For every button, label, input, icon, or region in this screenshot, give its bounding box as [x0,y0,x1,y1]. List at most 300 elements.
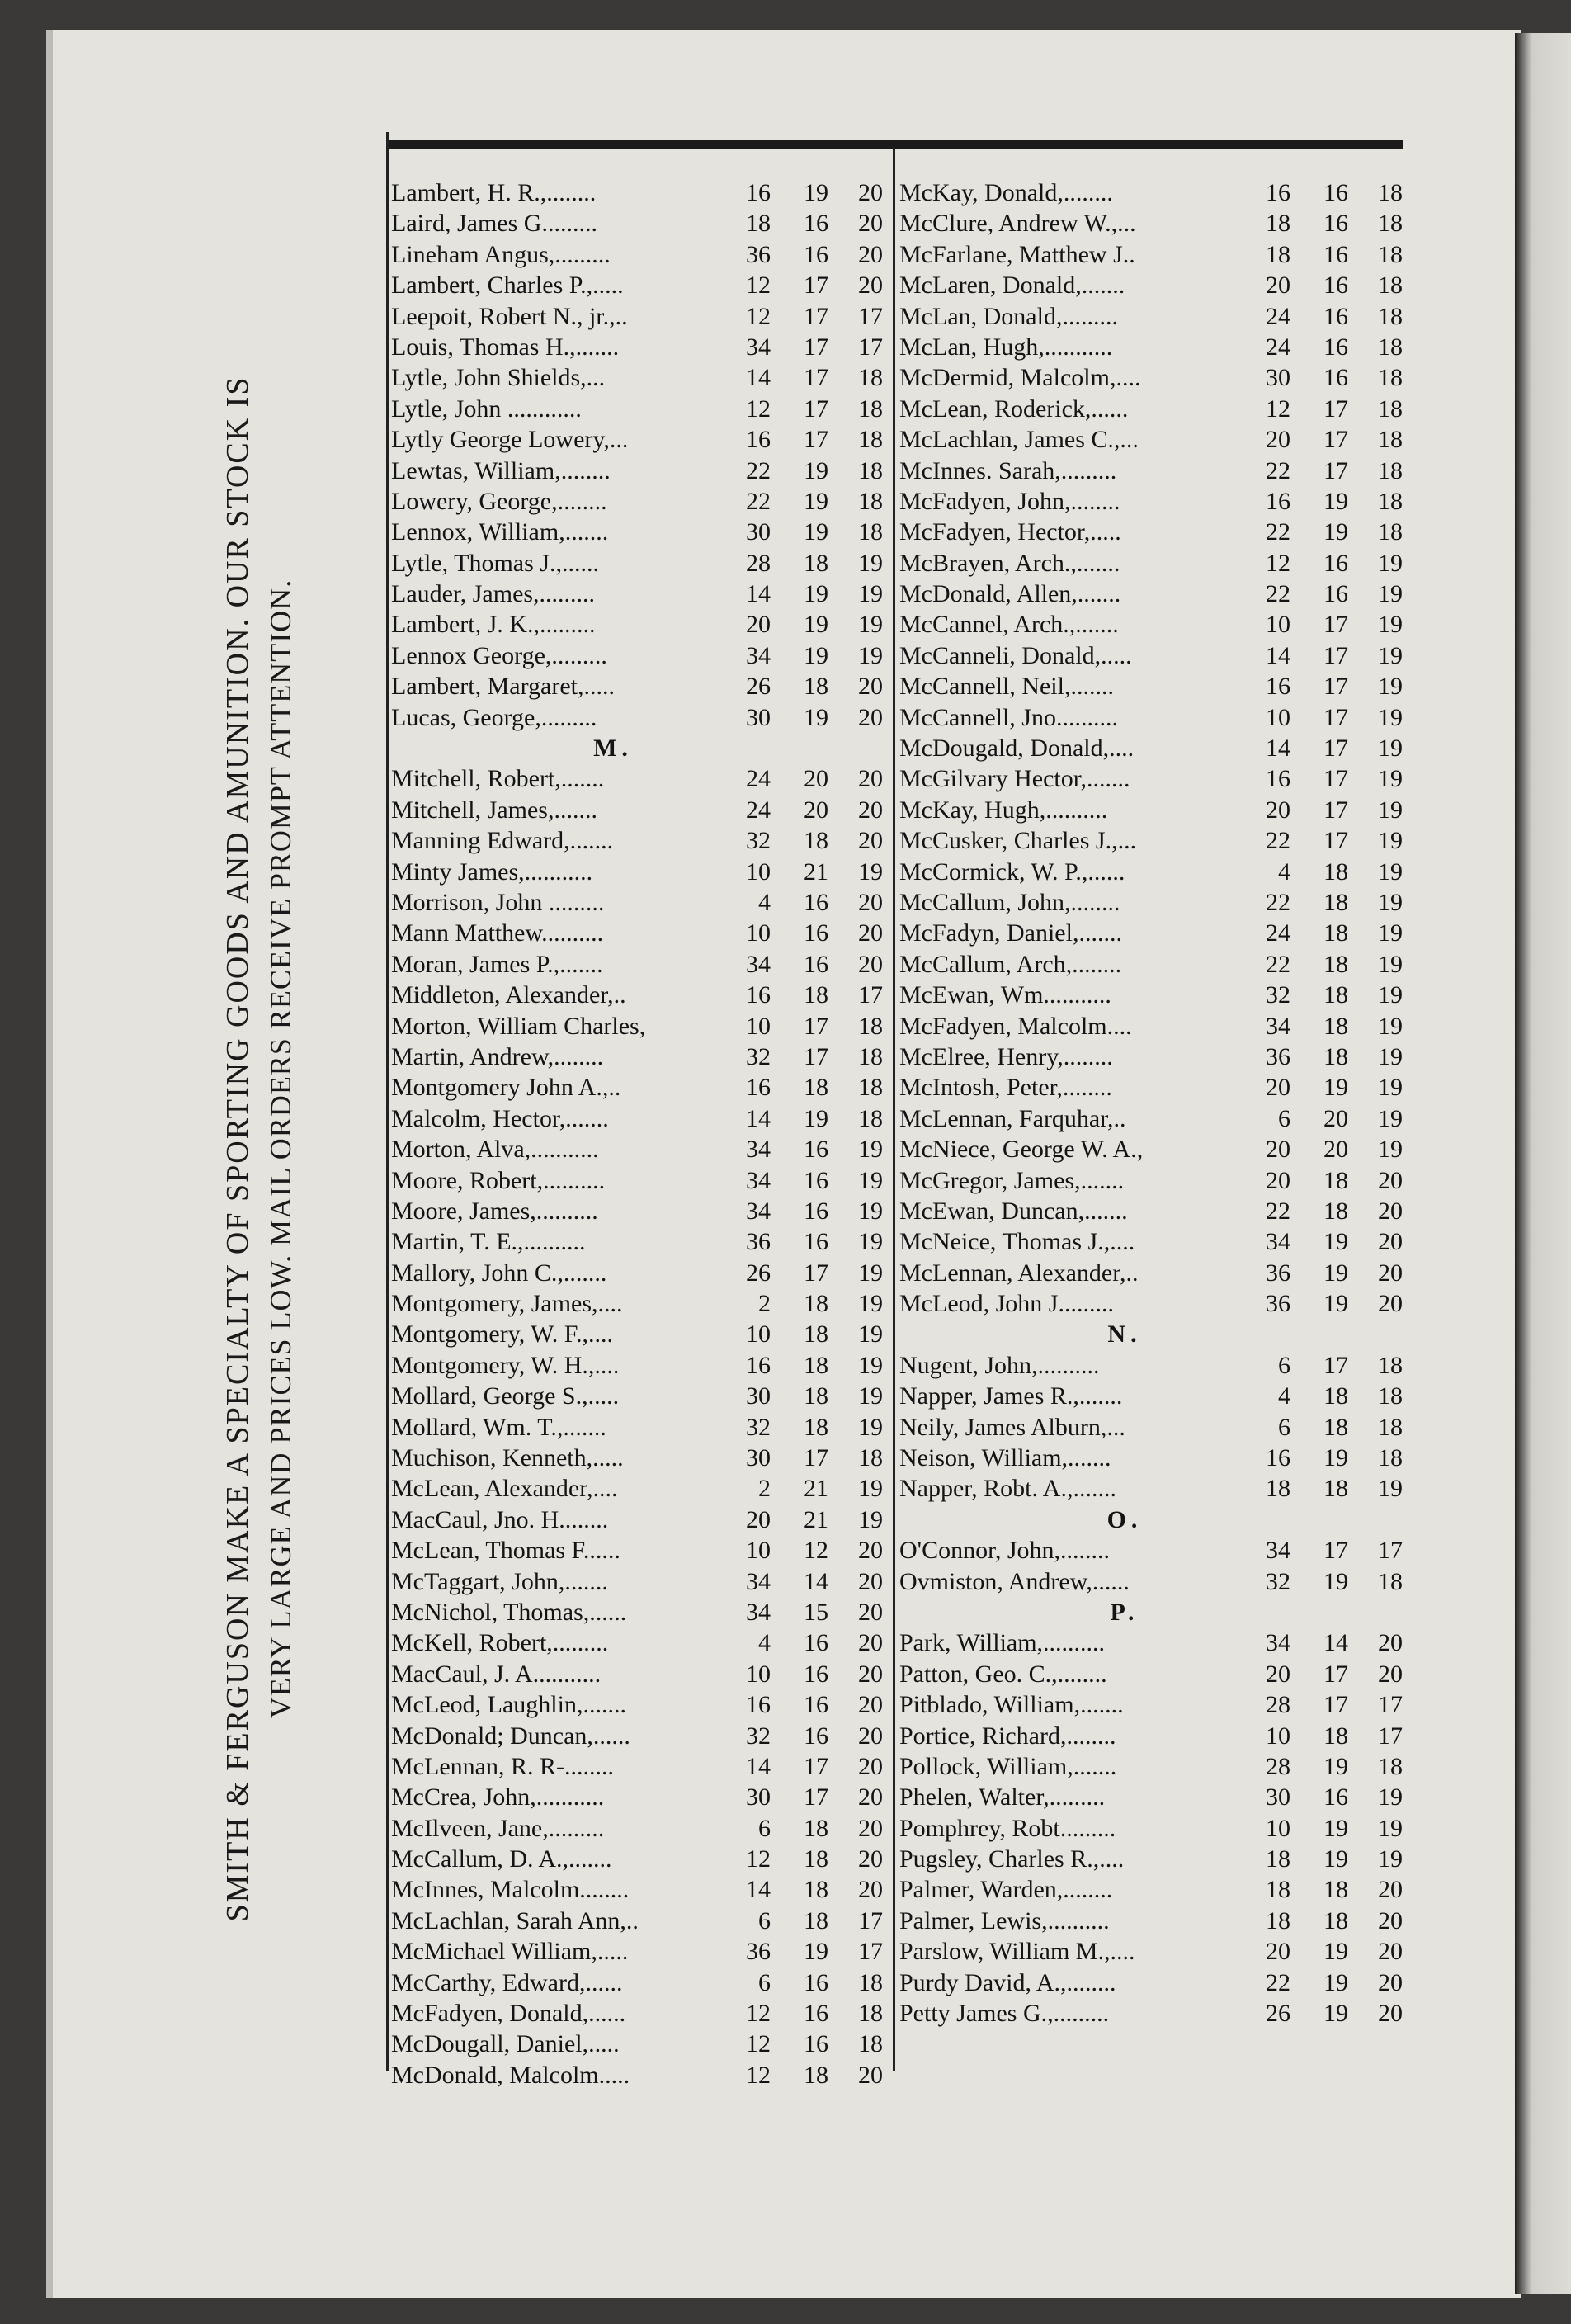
entry-name: McLachlan, James C.,... [899,426,1139,454]
entry-name: Napper, Robt. A.,....... [899,1475,1116,1503]
entry-value-1: 36 [1266,1042,1290,1070]
entry-name: McMichael William,..... [391,1938,629,1966]
entry-name: McBrayen, Arch.,....... [899,549,1120,577]
list-item [896,918,1403,948]
entry-name: McFadyen, Donald,...... [391,2000,626,2028]
list-item [388,1072,888,1103]
entry-value-2: 17 [804,333,828,361]
section-heading-o: O. [1106,1505,1143,1533]
entry-value-3: 17 [858,1906,883,1934]
entry-value-2: 17 [804,1259,828,1287]
entry-value-1: 10 [1266,1814,1290,1842]
list-item [388,1473,888,1504]
entry-value-2: 17 [1323,1351,1348,1379]
entry-value-1: 16 [746,1351,771,1379]
entry-value-2: 18 [804,673,828,701]
entry-name: McInnes, Malcolm........ [391,1876,630,1904]
entry-name: O'Connor, John,........ [899,1537,1111,1565]
list-item [896,270,1403,300]
entry-name: Lennox, William,....... [391,518,609,546]
entry-name: Patton, Geo. C.,........ [899,1660,1107,1688]
entry-value-1: 20 [1266,796,1290,824]
entry-value-3: 20 [858,703,883,731]
entry-value-3: 20 [858,1598,883,1626]
entry-value-2: 19 [804,518,828,546]
entry-value-1: 22 [1266,456,1290,484]
list-item [896,1721,1403,1751]
entry-value-2: 19 [1323,487,1348,515]
entry-name: Minty James,........... [391,857,593,886]
entry-value-2: 16 [804,1629,828,1657]
entry-value-3: 20 [858,1691,883,1719]
entry-value-1: 16 [1266,765,1290,793]
list-item [388,1721,888,1751]
entry-value-3: 17 [1378,1722,1403,1750]
entry-name: McLennan, Farquhar,.. [899,1104,1126,1132]
entry-value-2: 18 [1323,1906,1348,1934]
list-item [388,1566,888,1597]
entry-value-2: 16 [804,950,828,978]
entry-value-2: 18 [1323,1382,1348,1410]
entry-value-3: 20 [858,2061,883,2089]
list-block [896,177,1403,1319]
entry-value-2: 20 [1323,1104,1348,1132]
entry-value-3: 18 [858,2000,883,2028]
entry-name: Ovmiston, Andrew,...... [899,1567,1130,1595]
entry-value-1: 10 [746,1012,771,1040]
list-item [896,640,1403,671]
entry-value-3: 18 [858,1968,883,1996]
entry-value-3: 19 [1378,765,1403,793]
entry-value-1: 14 [746,1752,771,1780]
entry-value-1: 14 [746,1104,771,1132]
entry-value-3: 19 [858,580,883,608]
entry-value-1: 16 [746,981,771,1009]
list-item [896,1288,1403,1319]
entry-name: McCusker, Charles J.,... [899,827,1137,855]
entry-name: Lineham Angus,......... [391,240,611,268]
entry-value-3: 18 [1378,210,1403,238]
entry-value-1: 20 [1266,272,1290,300]
entry-value-1: 10 [746,919,771,947]
entry-value-3: 18 [1378,1382,1403,1410]
entry-value-2: 17 [1323,611,1348,639]
entry-name: Muchison, Kenneth,..... [391,1444,624,1472]
list-item [388,1288,888,1319]
entry-value-3: 19 [1378,641,1403,669]
entry-value-1: 12 [746,394,771,423]
left-column [388,177,888,2090]
entry-value-1: 22 [746,456,771,484]
list-item [388,517,888,547]
list-item [896,1134,1403,1164]
entry-value-3: 20 [1378,1660,1403,1688]
entry-value-3: 18 [858,2030,883,2058]
entry-name: Morton, William Charles, [391,1012,646,1040]
entry-value-1: 32 [746,1413,771,1441]
entry-value-3: 20 [858,1537,883,1565]
list-item [388,1967,888,1998]
list-item [388,1381,888,1411]
entry-value-2: 17 [1323,703,1348,731]
entry-value-2: 19 [1323,1938,1348,1966]
entry-name: Lowery, George,........ [391,487,607,515]
entry-name: Montgomery, W. H.,.... [391,1351,620,1379]
entry-value-1: 28 [1266,1691,1290,1719]
list-item [388,1782,888,1812]
list-item [896,1874,1403,1905]
list-item [896,671,1403,701]
entry-value-1: 22 [1266,1968,1290,1996]
entry-value-3: 18 [1378,1444,1403,1472]
entry-name: McGilvary Hector,....... [899,765,1130,793]
entry-value-1: 10 [1266,611,1290,639]
entry-value-1: 10 [746,857,771,886]
advertisement-line-2: VERY LARGE AND PRICES LOW. MAIL ORDERS RECEIVE PROMPT ATTENTION. [264,579,297,1719]
entry-value-2: 18 [804,1413,828,1441]
entry-value-2: 16 [804,2000,828,2028]
entry-value-2: 17 [804,394,828,423]
entry-name: McIlveen, Jane,......... [391,1814,605,1842]
entry-name: Purdy David, A.,........ [899,1968,1116,1996]
entry-value-1: 14 [1266,641,1290,669]
entry-value-2: 20 [1323,1136,1348,1164]
entry-value-2: 16 [804,1166,828,1194]
entry-value-3: 20 [858,1660,883,1688]
entry-value-2: 16 [1323,333,1348,361]
entry-name: McKay, Hugh,.......... [899,796,1108,824]
list-item [896,456,1403,486]
entry-name: Lambert, J. K.,......... [391,611,596,639]
list-block [388,177,888,733]
entry-value-1: 6 [1278,1104,1290,1132]
entry-value-3: 18 [1378,456,1403,484]
list-item [896,208,1403,239]
entry-value-3: 20 [1378,1166,1403,1194]
entry-value-1: 36 [746,1938,771,1966]
list-item [896,857,1403,887]
entry-value-2: 18 [804,827,828,855]
entry-value-1: 4 [758,1629,771,1657]
list-item [896,949,1403,980]
entry-value-1: 20 [1266,1660,1290,1688]
entry-name: McCallum, John,........ [899,888,1120,916]
entry-name: McNichol, Thomas,...... [391,1598,627,1626]
entry-value-1: 36 [1266,1259,1290,1287]
entry-value-1: 22 [1266,518,1290,546]
list-item [896,1906,1403,1936]
list-item [896,579,1403,609]
list-item [388,671,888,701]
entry-name: Lambert, Charles P.,..... [391,272,624,300]
entry-name: Laird, James G......... [391,210,597,238]
list-item [896,1165,1403,1196]
entry-value-2: 19 [1323,518,1348,546]
entry-value-1: 18 [1266,1876,1290,1904]
entry-value-3: 20 [1378,1290,1403,1318]
entry-value-1: 16 [1266,179,1290,206]
list-item [896,702,1403,733]
entry-value-3: 18 [1378,1351,1403,1379]
entry-value-3: 19 [1378,1783,1403,1811]
entry-value-2: 18 [1323,1012,1348,1040]
entry-value-3: 19 [1378,857,1403,886]
list-item [896,332,1403,362]
entry-value-1: 14 [746,1876,771,1904]
list-block [388,763,888,2090]
entry-name: Mann Matthew.......... [391,919,604,947]
entry-value-2: 18 [804,1876,828,1904]
list-item [896,1813,1403,1844]
entry-value-2: 18 [1323,1413,1348,1441]
entry-value-2: 21 [804,857,828,886]
entry-value-3: 19 [858,641,883,669]
entry-value-2: 17 [1323,394,1348,423]
entry-value-1: 22 [1266,827,1290,855]
entry-value-1: 24 [746,765,771,793]
entry-value-2: 18 [804,1351,828,1379]
entry-name: McDonald, Malcolm..... [391,2061,630,2089]
entry-value-1: 30 [746,1444,771,1472]
list-item [388,1906,888,1936]
entry-value-1: 36 [1266,1290,1290,1318]
list-item [896,1751,1403,1782]
entry-value-3: 19 [1378,1475,1403,1503]
entry-value-1: 18 [746,210,771,238]
entry-value-1: 30 [746,1382,771,1410]
entry-name: Pollock, William,....... [899,1752,1117,1780]
entry-value-1: 10 [746,1320,771,1349]
list-item [388,795,888,825]
list-item [896,486,1403,517]
entry-name: McClure, Andrew W.,... [899,210,1136,238]
list-item [388,1659,888,1689]
entry-value-2: 16 [1323,302,1348,330]
list-item [896,1936,1403,1967]
entry-value-3: 18 [858,1444,883,1472]
entry-name: McDonald; Duncan,...... [391,1722,630,1750]
entry-value-1: 30 [746,703,771,731]
entry-value-3: 17 [858,1938,883,1966]
entry-value-3: 20 [858,1752,883,1780]
entry-value-2: 18 [804,1382,828,1410]
entry-value-2: 17 [1323,673,1348,701]
entry-value-1: 12 [1266,549,1290,577]
list-item [896,795,1403,825]
entry-value-2: 19 [804,703,828,731]
entry-value-1: 16 [746,1691,771,1719]
entry-value-2: 16 [804,1136,828,1164]
entry-value-3: 19 [1378,1104,1403,1132]
entry-value-3: 19 [1378,888,1403,916]
entry-value-2: 18 [1323,888,1348,916]
list-item [388,208,888,239]
list-item [388,980,888,1010]
entry-value-1: 32 [746,1722,771,1750]
entry-name: Napper, James R.,....... [899,1382,1123,1410]
entry-value-2: 17 [804,272,828,300]
entry-name: McEwan, Wm........... [899,981,1111,1009]
entry-value-1: 4 [1278,857,1290,886]
entry-value-3: 17 [858,302,883,330]
list-item [388,332,888,362]
entry-value-3: 18 [1378,1567,1403,1595]
entry-value-2: 19 [1323,1814,1348,1842]
entry-value-3: 20 [1378,1938,1403,1966]
entry-value-3: 20 [858,796,883,824]
entry-value-1: 18 [1266,1475,1290,1503]
entry-value-3: 19 [1378,673,1403,701]
entry-name: Mollard, Wm. T.,....... [391,1413,606,1441]
entry-value-2: 19 [804,580,828,608]
list-item [388,579,888,609]
list-item [896,980,1403,1010]
entry-value-2: 18 [804,1845,828,1873]
entry-name: McLan, Donald,......... [899,302,1118,330]
entry-value-1: 26 [1266,2000,1290,2028]
entry-value-3: 20 [858,919,883,947]
entry-value-1: 12 [746,2061,771,2089]
list-item [896,1072,1403,1103]
list-item [896,609,1403,640]
entry-value-2: 18 [1323,1042,1348,1070]
list-item [388,301,888,332]
entry-value-3: 19 [858,1166,883,1194]
entry-value-3: 18 [1378,179,1403,206]
entry-value-3: 17 [858,333,883,361]
entry-value-2: 17 [804,426,828,454]
entry-name: Mitchell, Robert,....... [391,765,605,793]
entry-value-1: 16 [1266,673,1290,701]
entry-name: McCallum, Arch,........ [899,950,1122,978]
entry-name: Lucas, George,......... [391,703,597,731]
entry-value-1: 30 [1266,364,1290,392]
entry-value-1: 30 [746,1783,771,1811]
entry-value-3: 18 [858,1104,883,1132]
entry-name: Malcolm, Hector,....... [391,1104,609,1132]
entry-name: Mollard, George S.,..... [391,1382,620,1410]
entry-name: McCarthy, Edward,...... [391,1968,623,1996]
entry-value-1: 34 [746,333,771,361]
entry-value-1: 22 [1266,580,1290,608]
entry-name: McCannel, Arch.,....... [899,611,1119,639]
entry-value-2: 16 [1323,240,1348,268]
entry-value-2: 21 [804,1505,828,1533]
list-item [388,1226,888,1257]
entry-value-2: 19 [1323,1074,1348,1102]
list-item [896,301,1403,332]
entry-value-1: 34 [1266,1228,1290,1256]
list-item [896,1782,1403,1812]
entry-name: McLean, Roderick,...... [899,394,1129,423]
entry-value-1: 12 [746,2030,771,2058]
entry-value-3: 20 [858,950,883,978]
entry-name: Morrison, John ......... [391,888,605,916]
entry-value-2: 17 [804,1752,828,1780]
entry-value-1: 4 [1278,1382,1290,1410]
entry-value-3: 19 [1378,919,1403,947]
entry-value-1: 34 [1266,1537,1290,1565]
entry-value-2: 16 [804,1660,828,1688]
entry-value-2: 17 [1323,1537,1348,1565]
list-block [896,1627,1403,2029]
entry-value-1: 16 [746,179,771,206]
adjacent-page-edge [1515,33,1571,2294]
list-item [896,1659,1403,1689]
entry-value-1: 14 [746,580,771,608]
entry-value-3: 20 [858,1722,883,1750]
entry-name: Phelen, Walter,......... [899,1783,1106,1811]
entry-name: Mallory, John C.,....... [391,1259,607,1287]
entry-value-3: 19 [858,1197,883,1225]
entry-value-1: 20 [746,1505,771,1533]
entry-value-3: 19 [858,1290,883,1318]
entry-value-2: 16 [804,1197,828,1225]
entry-value-1: 20 [1266,1136,1290,1164]
list-item [388,857,888,887]
entry-value-1: 34 [746,1166,771,1194]
entry-value-2: 16 [1323,1783,1348,1811]
entry-value-3: 20 [858,1783,883,1811]
entry-value-3: 20 [858,827,883,855]
entry-value-1: 16 [1266,487,1290,515]
entry-value-1: 10 [1266,1722,1290,1750]
list-item [388,1412,888,1443]
entry-value-1: 10 [746,1537,771,1565]
entry-name: McFadyen, John,........ [899,487,1120,515]
entry-value-3: 20 [1378,1968,1403,1996]
entry-value-3: 19 [1378,796,1403,824]
list-item [388,1936,888,1967]
list-item [388,1874,888,1905]
entry-value-1: 22 [1266,950,1290,978]
entry-value-3: 20 [858,888,883,916]
entry-value-1: 14 [1266,735,1290,763]
entry-value-3: 18 [1378,1752,1403,1780]
entry-value-2: 18 [804,1906,828,1934]
list-item [896,1844,1403,1874]
entry-value-2: 19 [1323,2000,1348,2028]
entry-value-2: 16 [1323,364,1348,392]
entry-value-3: 17 [1378,1537,1403,1565]
entry-value-2: 16 [804,1968,828,1996]
list-item [896,1535,1403,1566]
entry-value-1: 16 [1266,1444,1290,1472]
entry-value-3: 19 [1378,611,1403,639]
entry-value-2: 16 [804,1722,828,1750]
entry-name: McLean, Thomas F...... [391,1537,620,1565]
entry-value-1: 22 [1266,1197,1290,1225]
entry-value-1: 36 [746,1228,771,1256]
list-item [388,1443,888,1473]
entry-value-3: 20 [1378,2000,1403,2028]
list-item [388,270,888,300]
entry-value-3: 19 [858,1351,883,1379]
entry-value-2: 17 [1323,1691,1348,1719]
entry-value-2: 17 [1323,827,1348,855]
entry-value-3: 18 [858,426,883,454]
entry-value-1: 2 [758,1475,771,1503]
entry-value-1: 6 [758,1968,771,1996]
list-item [388,609,888,640]
entry-name: McLaren, Donald,....... [899,272,1125,300]
entry-value-2: 19 [1323,1444,1348,1472]
entry-value-2: 19 [1323,1259,1348,1287]
entry-name: Morton, Alva,........... [391,1136,599,1164]
entry-value-1: 34 [1266,1629,1290,1657]
list-item [388,1319,888,1349]
list-item [388,1042,888,1072]
